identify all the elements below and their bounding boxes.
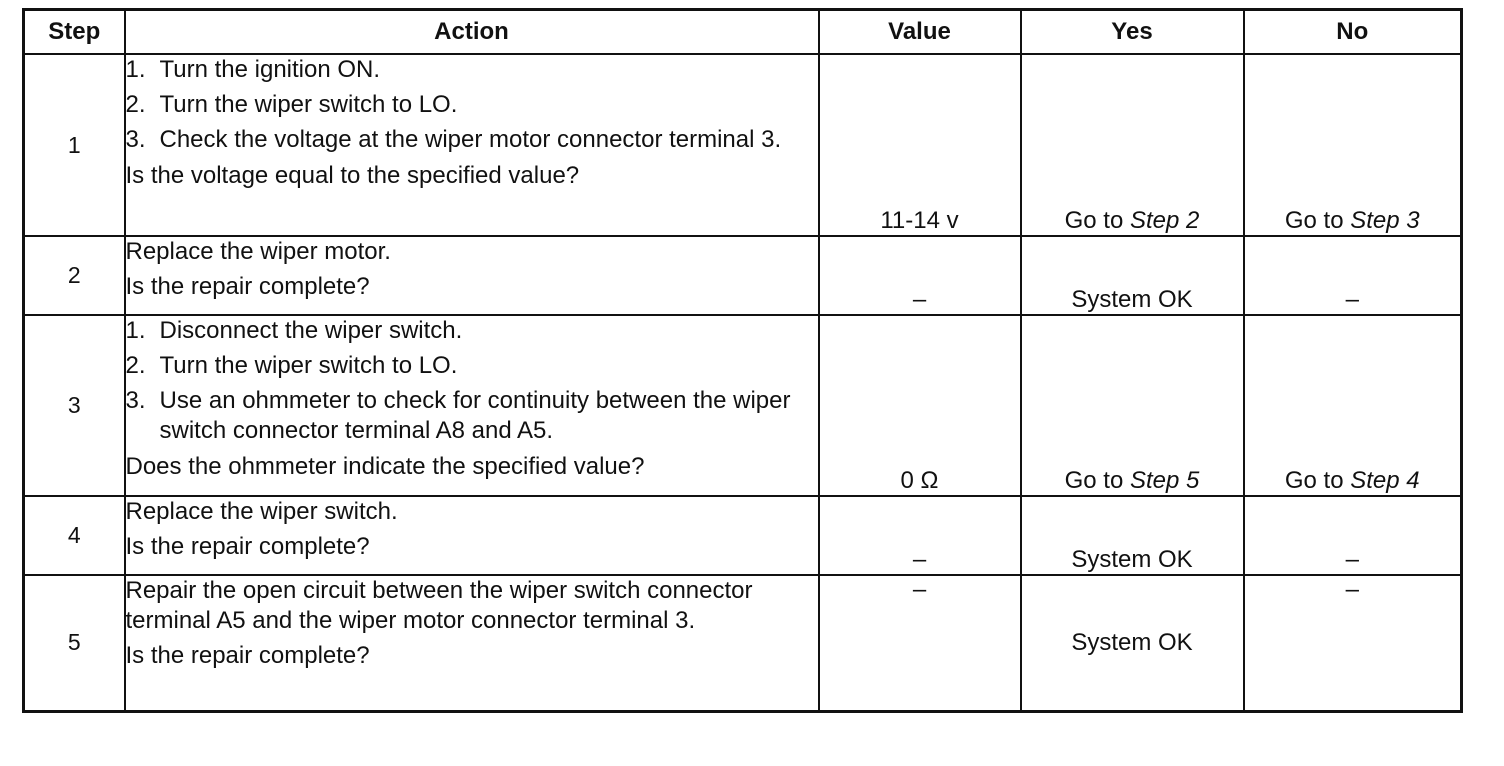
no-step-link: Step 3 — [1350, 207, 1420, 234]
item-number: 2. — [125, 91, 146, 118]
action-question: Is the repair complete? — [125, 533, 370, 560]
no-cell — [1244, 54, 1462, 236]
yes-step-link: Step 5 — [1129, 467, 1200, 494]
value-cell: – — [819, 236, 1021, 315]
no-prefix: Go to — [1284, 207, 1351, 234]
item-number: 3. — [125, 387, 146, 414]
item-text: Turn the wiper switch to LO. — [159, 352, 458, 379]
yes-cell — [1021, 54, 1244, 236]
no-cell: – — [1244, 496, 1462, 575]
item-text: Disconnect the wiper switch. — [159, 317, 463, 344]
action-cell — [125, 315, 819, 496]
no-cell: – — [1244, 236, 1462, 315]
action-cell — [125, 236, 819, 315]
action-item — [126, 316, 818, 346]
item-number: 1. — [125, 317, 146, 344]
action-text: Replace the wiper motor. — [125, 238, 391, 265]
item-text: Check the voltage at the wiper motor connector terminal 3. — [159, 126, 782, 153]
action-item — [126, 125, 818, 155]
table-row — [24, 575, 1462, 711]
yes-cell: System OK — [1021, 236, 1244, 315]
yes-step-link: Step 2 — [1129, 207, 1200, 234]
value-cell: – — [819, 575, 1021, 711]
header-row — [24, 10, 1462, 55]
no-step-link: Step 4 — [1350, 467, 1420, 494]
action-question: Is the voltage equal to the specified value? — [125, 162, 580, 189]
action-cell — [125, 496, 819, 575]
yes-cell: System OK — [1021, 496, 1244, 575]
value-cell: 11-14 v — [819, 54, 1021, 236]
yes-cell: System OK — [1021, 575, 1244, 711]
table-row — [24, 315, 1462, 496]
action-question: Is the repair complete? — [125, 642, 370, 669]
step-number: 4 — [24, 496, 125, 575]
item-number: 3. — [125, 126, 146, 153]
value-cell: 0 Ω — [819, 315, 1021, 496]
step-number: 3 — [24, 315, 125, 496]
no-cell — [1244, 315, 1462, 496]
table-row — [24, 236, 1462, 315]
diagnostic-table — [22, 8, 1463, 713]
action-text: Replace the wiper switch. — [125, 498, 398, 525]
action-question: Is the repair complete? — [125, 273, 370, 300]
header-yes: Yes — [1021, 10, 1244, 55]
header-no: No — [1244, 10, 1462, 55]
step-number: 1 — [24, 54, 125, 236]
item-number: 2. — [125, 352, 146, 379]
action-item — [126, 90, 818, 120]
action-item — [126, 386, 818, 446]
header-value: Value — [819, 10, 1021, 55]
item-number: 1. — [125, 56, 146, 83]
action-cell — [125, 54, 819, 236]
value-cell: – — [819, 496, 1021, 575]
item-text: Use an ohmmeter to check for continuity between the wiper switch connector terminal A8 and A5. — [159, 387, 791, 444]
action-question: Does the ohmmeter indicate the specified value? — [125, 453, 645, 480]
yes-prefix: Go to — [1064, 467, 1130, 494]
step-number: 5 — [24, 575, 125, 711]
table-row — [24, 496, 1462, 575]
yes-prefix: Go to — [1064, 207, 1130, 234]
action-cell — [125, 575, 819, 711]
action-item — [126, 55, 818, 85]
step-number: 2 — [24, 236, 125, 315]
header-step: Step — [24, 10, 125, 55]
header-action: Action — [125, 10, 819, 55]
no-prefix: Go to — [1284, 467, 1351, 494]
item-text: Turn the ignition ON. — [159, 56, 381, 83]
table-row — [24, 54, 1462, 236]
item-text: Turn the wiper switch to LO. — [159, 91, 458, 118]
no-cell: – — [1244, 575, 1462, 711]
action-text: Repair the open circuit between the wiper switch connector terminal A5 and the wiper motor connector terminal 3. — [125, 577, 753, 634]
yes-cell — [1021, 315, 1244, 496]
action-item — [126, 351, 818, 381]
